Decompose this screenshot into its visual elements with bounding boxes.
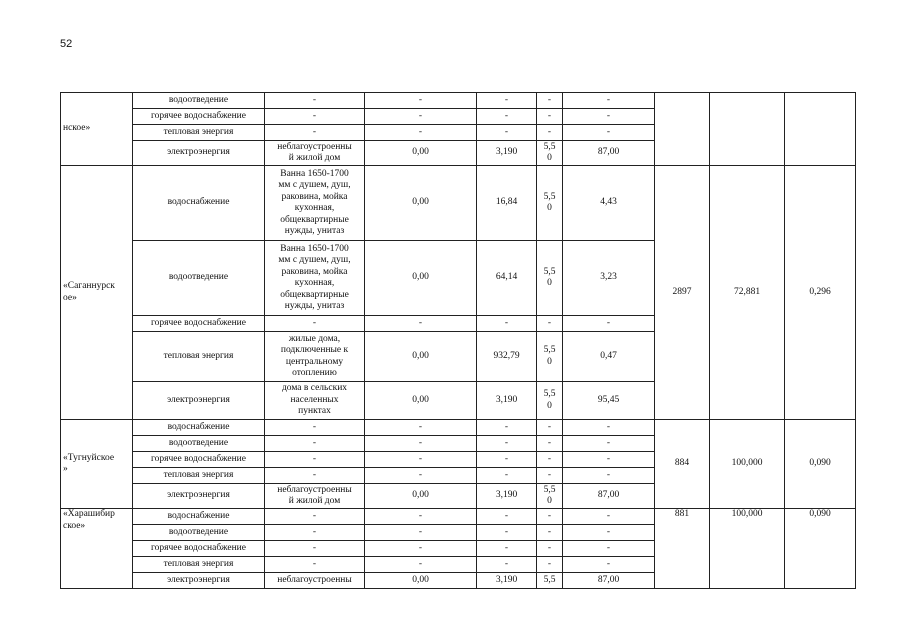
aggregate-cell-a: 881 bbox=[655, 509, 710, 589]
service-cell: горячее водоснабжение bbox=[133, 452, 265, 468]
value-cell-2: 3,190 bbox=[477, 484, 537, 509]
service-cell: водоснабжение bbox=[133, 166, 265, 241]
value-cell-1: 0,00 bbox=[365, 241, 477, 316]
value-cell-3: 5,5 0 bbox=[537, 332, 563, 382]
aggregate-cell-b: 72,881 bbox=[710, 166, 785, 420]
value-cell-3: 5,5 0 bbox=[537, 241, 563, 316]
value-cell-4: - bbox=[563, 420, 655, 436]
value-cell-3: - bbox=[537, 525, 563, 541]
value-cell-4: - bbox=[563, 509, 655, 525]
value-cell-3: - bbox=[537, 436, 563, 452]
aggregate-cell-a: 2897 bbox=[655, 166, 710, 420]
aggregate-cell-b bbox=[710, 93, 785, 166]
value-cell-2: - bbox=[477, 541, 537, 557]
value-cell-3: 5,5 0 bbox=[537, 166, 563, 241]
description-cell: - bbox=[265, 125, 365, 141]
value-cell-4: - bbox=[563, 316, 655, 332]
value-cell-3: 5,5 bbox=[537, 573, 563, 589]
value-cell-1: 0,00 bbox=[365, 141, 477, 166]
service-cell: горячее водоснабжение bbox=[133, 109, 265, 125]
value-cell-4: 95,45 bbox=[563, 382, 655, 420]
table-row bbox=[61, 166, 856, 241]
table-row bbox=[61, 509, 856, 525]
value-cell-3: - bbox=[537, 541, 563, 557]
value-cell-2: - bbox=[477, 509, 537, 525]
table-row bbox=[61, 93, 856, 109]
service-cell: водоотведение bbox=[133, 93, 265, 109]
value-cell-1: - bbox=[365, 525, 477, 541]
value-cell-3: 5,5 0 bbox=[537, 382, 563, 420]
value-cell-2: - bbox=[477, 452, 537, 468]
value-cell-4: 87,00 bbox=[563, 573, 655, 589]
service-cell: водоотведение bbox=[133, 525, 265, 541]
value-cell-2: - bbox=[477, 525, 537, 541]
description-cell: - bbox=[265, 509, 365, 525]
settlement-name-cell: «Тугнуйское » bbox=[61, 420, 133, 509]
value-cell-2: - bbox=[477, 468, 537, 484]
value-cell-1: - bbox=[365, 452, 477, 468]
settlement-name-cell: «Саганнурск ое» bbox=[61, 166, 133, 420]
value-cell-4: - bbox=[563, 436, 655, 452]
description-cell: жилые дома, подключенные к центральному отоплению bbox=[265, 332, 365, 382]
description-cell: дома в сельских населенных пунктах bbox=[265, 382, 365, 420]
aggregate-cell-c: 0,090 bbox=[785, 420, 856, 509]
description-cell: - bbox=[265, 93, 365, 109]
service-cell: водоотведение bbox=[133, 241, 265, 316]
value-cell-4: - bbox=[563, 125, 655, 141]
service-cell: горячее водоснабжение bbox=[133, 541, 265, 557]
service-cell: водоснабжение bbox=[133, 420, 265, 436]
value-cell-2: 932,79 bbox=[477, 332, 537, 382]
value-cell-2: - bbox=[477, 93, 537, 109]
value-cell-3: 5,5 0 bbox=[537, 484, 563, 509]
description-cell: неблагоустроенны bbox=[265, 573, 365, 589]
value-cell-3: - bbox=[537, 109, 563, 125]
value-cell-1: 0,00 bbox=[365, 332, 477, 382]
aggregate-cell-c: 0,090 bbox=[785, 509, 856, 589]
description-cell: Ванна 1650-1700 мм с душем, душ, раковина, мойка кухонная, общеквартирные нужды, унитаз bbox=[265, 166, 365, 241]
value-cell-4: - bbox=[563, 557, 655, 573]
value-cell-2: - bbox=[477, 316, 537, 332]
tariff-table bbox=[60, 92, 856, 589]
value-cell-2: 3,190 bbox=[477, 573, 537, 589]
aggregate-cell-c bbox=[785, 93, 856, 166]
value-cell-4: 3,23 bbox=[563, 241, 655, 316]
value-cell-4: 0,47 bbox=[563, 332, 655, 382]
value-cell-1: 0,00 bbox=[365, 382, 477, 420]
value-cell-1: 0,00 bbox=[365, 484, 477, 509]
value-cell-4: - bbox=[563, 452, 655, 468]
service-cell: электроэнергия bbox=[133, 484, 265, 509]
value-cell-2: - bbox=[477, 557, 537, 573]
value-cell-1: - bbox=[365, 420, 477, 436]
aggregate-cell-c: 0,296 bbox=[785, 166, 856, 420]
value-cell-2: - bbox=[477, 125, 537, 141]
settlement-name-cell: нское» bbox=[61, 93, 133, 166]
table-row bbox=[61, 420, 856, 436]
aggregate-cell-b: 100,000 bbox=[710, 509, 785, 589]
value-cell-1: 0,00 bbox=[365, 573, 477, 589]
value-cell-4: - bbox=[563, 541, 655, 557]
value-cell-2: 3,190 bbox=[477, 141, 537, 166]
value-cell-3: - bbox=[537, 316, 563, 332]
value-cell-3: - bbox=[537, 557, 563, 573]
settlement-name-cell: «Харашибир ское» bbox=[61, 509, 133, 589]
value-cell-1: - bbox=[365, 436, 477, 452]
service-cell: водоотведение bbox=[133, 436, 265, 452]
service-cell: электроэнергия bbox=[133, 141, 265, 166]
description-cell: - bbox=[265, 420, 365, 436]
value-cell-3: - bbox=[537, 509, 563, 525]
value-cell-3: - bbox=[537, 125, 563, 141]
description-cell: - bbox=[265, 525, 365, 541]
service-cell: горячее водоснабжение bbox=[133, 316, 265, 332]
service-cell: тепловая энергия bbox=[133, 332, 265, 382]
value-cell-2: - bbox=[477, 109, 537, 125]
value-cell-4: 87,00 bbox=[563, 141, 655, 166]
service-cell: тепловая энергия bbox=[133, 557, 265, 573]
description-cell: неблагоустроенны й жилой дом bbox=[265, 141, 365, 166]
service-cell: электроэнергия bbox=[133, 382, 265, 420]
value-cell-2: - bbox=[477, 436, 537, 452]
value-cell-1: - bbox=[365, 541, 477, 557]
value-cell-2: 3,190 bbox=[477, 382, 537, 420]
service-cell: тепловая энергия bbox=[133, 125, 265, 141]
description-cell: Ванна 1650-1700 мм с душем, душ, раковина, мойка кухонная, общеквартирные нужды, унитаз bbox=[265, 241, 365, 316]
description-cell: - bbox=[265, 316, 365, 332]
value-cell-3: - bbox=[537, 468, 563, 484]
value-cell-4: - bbox=[563, 93, 655, 109]
value-cell-4: 87,00 bbox=[563, 484, 655, 509]
description-cell: - bbox=[265, 109, 365, 125]
value-cell-1: - bbox=[365, 125, 477, 141]
service-cell: водоснабжение bbox=[133, 509, 265, 525]
value-cell-4: - bbox=[563, 468, 655, 484]
value-cell-3: - bbox=[537, 452, 563, 468]
value-cell-3: - bbox=[537, 93, 563, 109]
service-cell: электроэнергия bbox=[133, 573, 265, 589]
value-cell-1: - bbox=[365, 468, 477, 484]
description-cell: - bbox=[265, 541, 365, 557]
service-cell: тепловая энергия bbox=[133, 468, 265, 484]
aggregate-cell-b: 100,000 bbox=[710, 420, 785, 509]
value-cell-1: 0,00 bbox=[365, 166, 477, 241]
value-cell-3: 5,5 0 bbox=[537, 141, 563, 166]
value-cell-3: - bbox=[537, 420, 563, 436]
value-cell-2: - bbox=[477, 420, 537, 436]
value-cell-1: - bbox=[365, 509, 477, 525]
description-cell: - bbox=[265, 452, 365, 468]
value-cell-1: - bbox=[365, 109, 477, 125]
value-cell-2: 16,84 bbox=[477, 166, 537, 241]
value-cell-1: - bbox=[365, 316, 477, 332]
description-cell: - bbox=[265, 557, 365, 573]
description-cell: неблагоустроенны й жилой дом bbox=[265, 484, 365, 509]
value-cell-1: - bbox=[365, 93, 477, 109]
value-cell-4: - bbox=[563, 109, 655, 125]
aggregate-cell-a: 884 bbox=[655, 420, 710, 509]
aggregate-cell-a bbox=[655, 93, 710, 166]
value-cell-1: - bbox=[365, 557, 477, 573]
value-cell-4: - bbox=[563, 525, 655, 541]
value-cell-4: 4,43 bbox=[563, 166, 655, 241]
page-number: 52 bbox=[60, 38, 73, 50]
description-cell: - bbox=[265, 436, 365, 452]
value-cell-2: 64,14 bbox=[477, 241, 537, 316]
description-cell: - bbox=[265, 468, 365, 484]
